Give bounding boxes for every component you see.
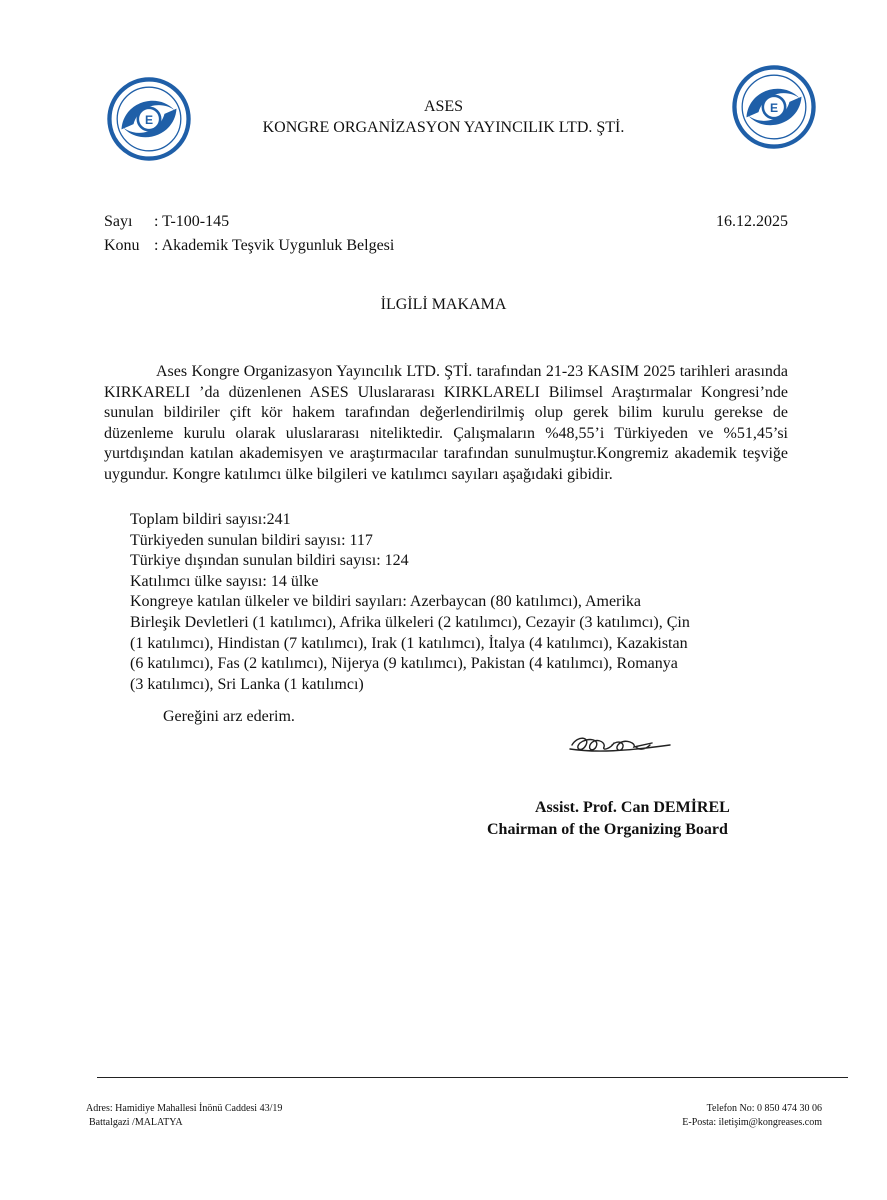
turkey-papers: Türkiyeden sunulan bildiri sayısı: 117 — [130, 531, 373, 549]
country-list: Kongreye katılan ülkeler ve bildiri sayıları: Azerbaycan (80 katılımcı), Amerika Birleşik Devletleri (1 katılımcı), Afrika ülkeleri (2 katılımcı), Cezayir (3 katılımcı), Çin (1 katılımcı), Hindistan (7 katılımcı), Irak (1 katılımcı), İtalya (4 katılımcı), Kazakistan (6 katılımcı), Fas (2 katılımcı), Nijerya (9 katılımcı), Pakistan (4 katılımcı), Romanya (3 katılımcı), Sri Lanka (1 katılımcı) — [130, 593, 690, 693]
total-papers: Toplam bildiri sayısı:241 — [130, 511, 291, 528]
country-count: Katılımcı ülke sayısı: 14 ülke — [130, 572, 319, 590]
handwritten-signature — [566, 725, 676, 765]
subject-row — [104, 237, 394, 255]
svg-text:E: E — [769, 101, 779, 116]
letterhead — [0, 96, 887, 138]
svg-text:E: E — [144, 113, 154, 128]
signer-name: Assist. Prof. Can DEMİREL — [535, 799, 730, 816]
phone-number: Telefon No: 0 850 474 30 06 — [706, 1103, 822, 1114]
address-line-1: Adres: Hamidiye Mahallesi İnönü Caddesi 43/19 — [86, 1103, 283, 1114]
subject-label: Konu — [104, 237, 140, 254]
footer-contact — [682, 1102, 822, 1130]
abroad-papers: Türkiye dışından sunulan bildiri sayısı: 124 — [130, 552, 409, 570]
reference-label: Sayı — [104, 213, 133, 230]
footer-divider — [97, 1077, 848, 1078]
body-text: Ases Kongre Organizasyon Yayıncılık LTD. ŞTİ. tarafından 21-23 KASIM 2025 tarihleri arasında KIRKARELI ’da düzenlenen ASES Uluslararası KIRKLARELI Bilimsel Araştırmalar Kongresi’nde sunulan bildiriler çift kör hakem tarafından değerlendirilmiş olup gerek bilim kurulu gerekse de düzenleme kurulu olarak uluslararası niteliktedir. Çalışmaların %48,55’i Türkiyeden ve %51,45’si yurtdışından katılan akademisyen ve araştırmacılar tarafından sunulmuştur.Kongremiz akademik teşviğe uygundur. Kongre katılımcı ülke bilgileri ve katılımcı sayıları aşağıdaki gibidir. — [104, 363, 788, 483]
document-date: 16.12.2025 — [716, 213, 788, 230]
company-full-name: KONGRE ORGANİZASYON YAYINCILIK LTD. ŞTİ. — [262, 119, 625, 136]
closing-line: Gereğini arz ederim. — [163, 708, 295, 725]
signer-block — [487, 797, 730, 841]
footer-address — [86, 1102, 282, 1130]
statistics-list — [130, 510, 690, 695]
email-address: E-Posta: iletişim@kongreases.com — [682, 1117, 822, 1128]
signer-title: Chairman of the Organizing Board — [487, 821, 728, 838]
addressee-heading: İLGİLİ MAKAMA — [380, 296, 507, 313]
reference-number-row — [104, 213, 229, 231]
company-short-name: ASES — [423, 98, 464, 115]
body-paragraph — [104, 362, 788, 486]
address-line-2: Battalgazi /MALATYA — [89, 1117, 183, 1128]
subject-value: : Akademik Teşvik Uygunluk Belgesi — [154, 237, 395, 254]
reference-value: : T-100-145 — [154, 213, 230, 230]
